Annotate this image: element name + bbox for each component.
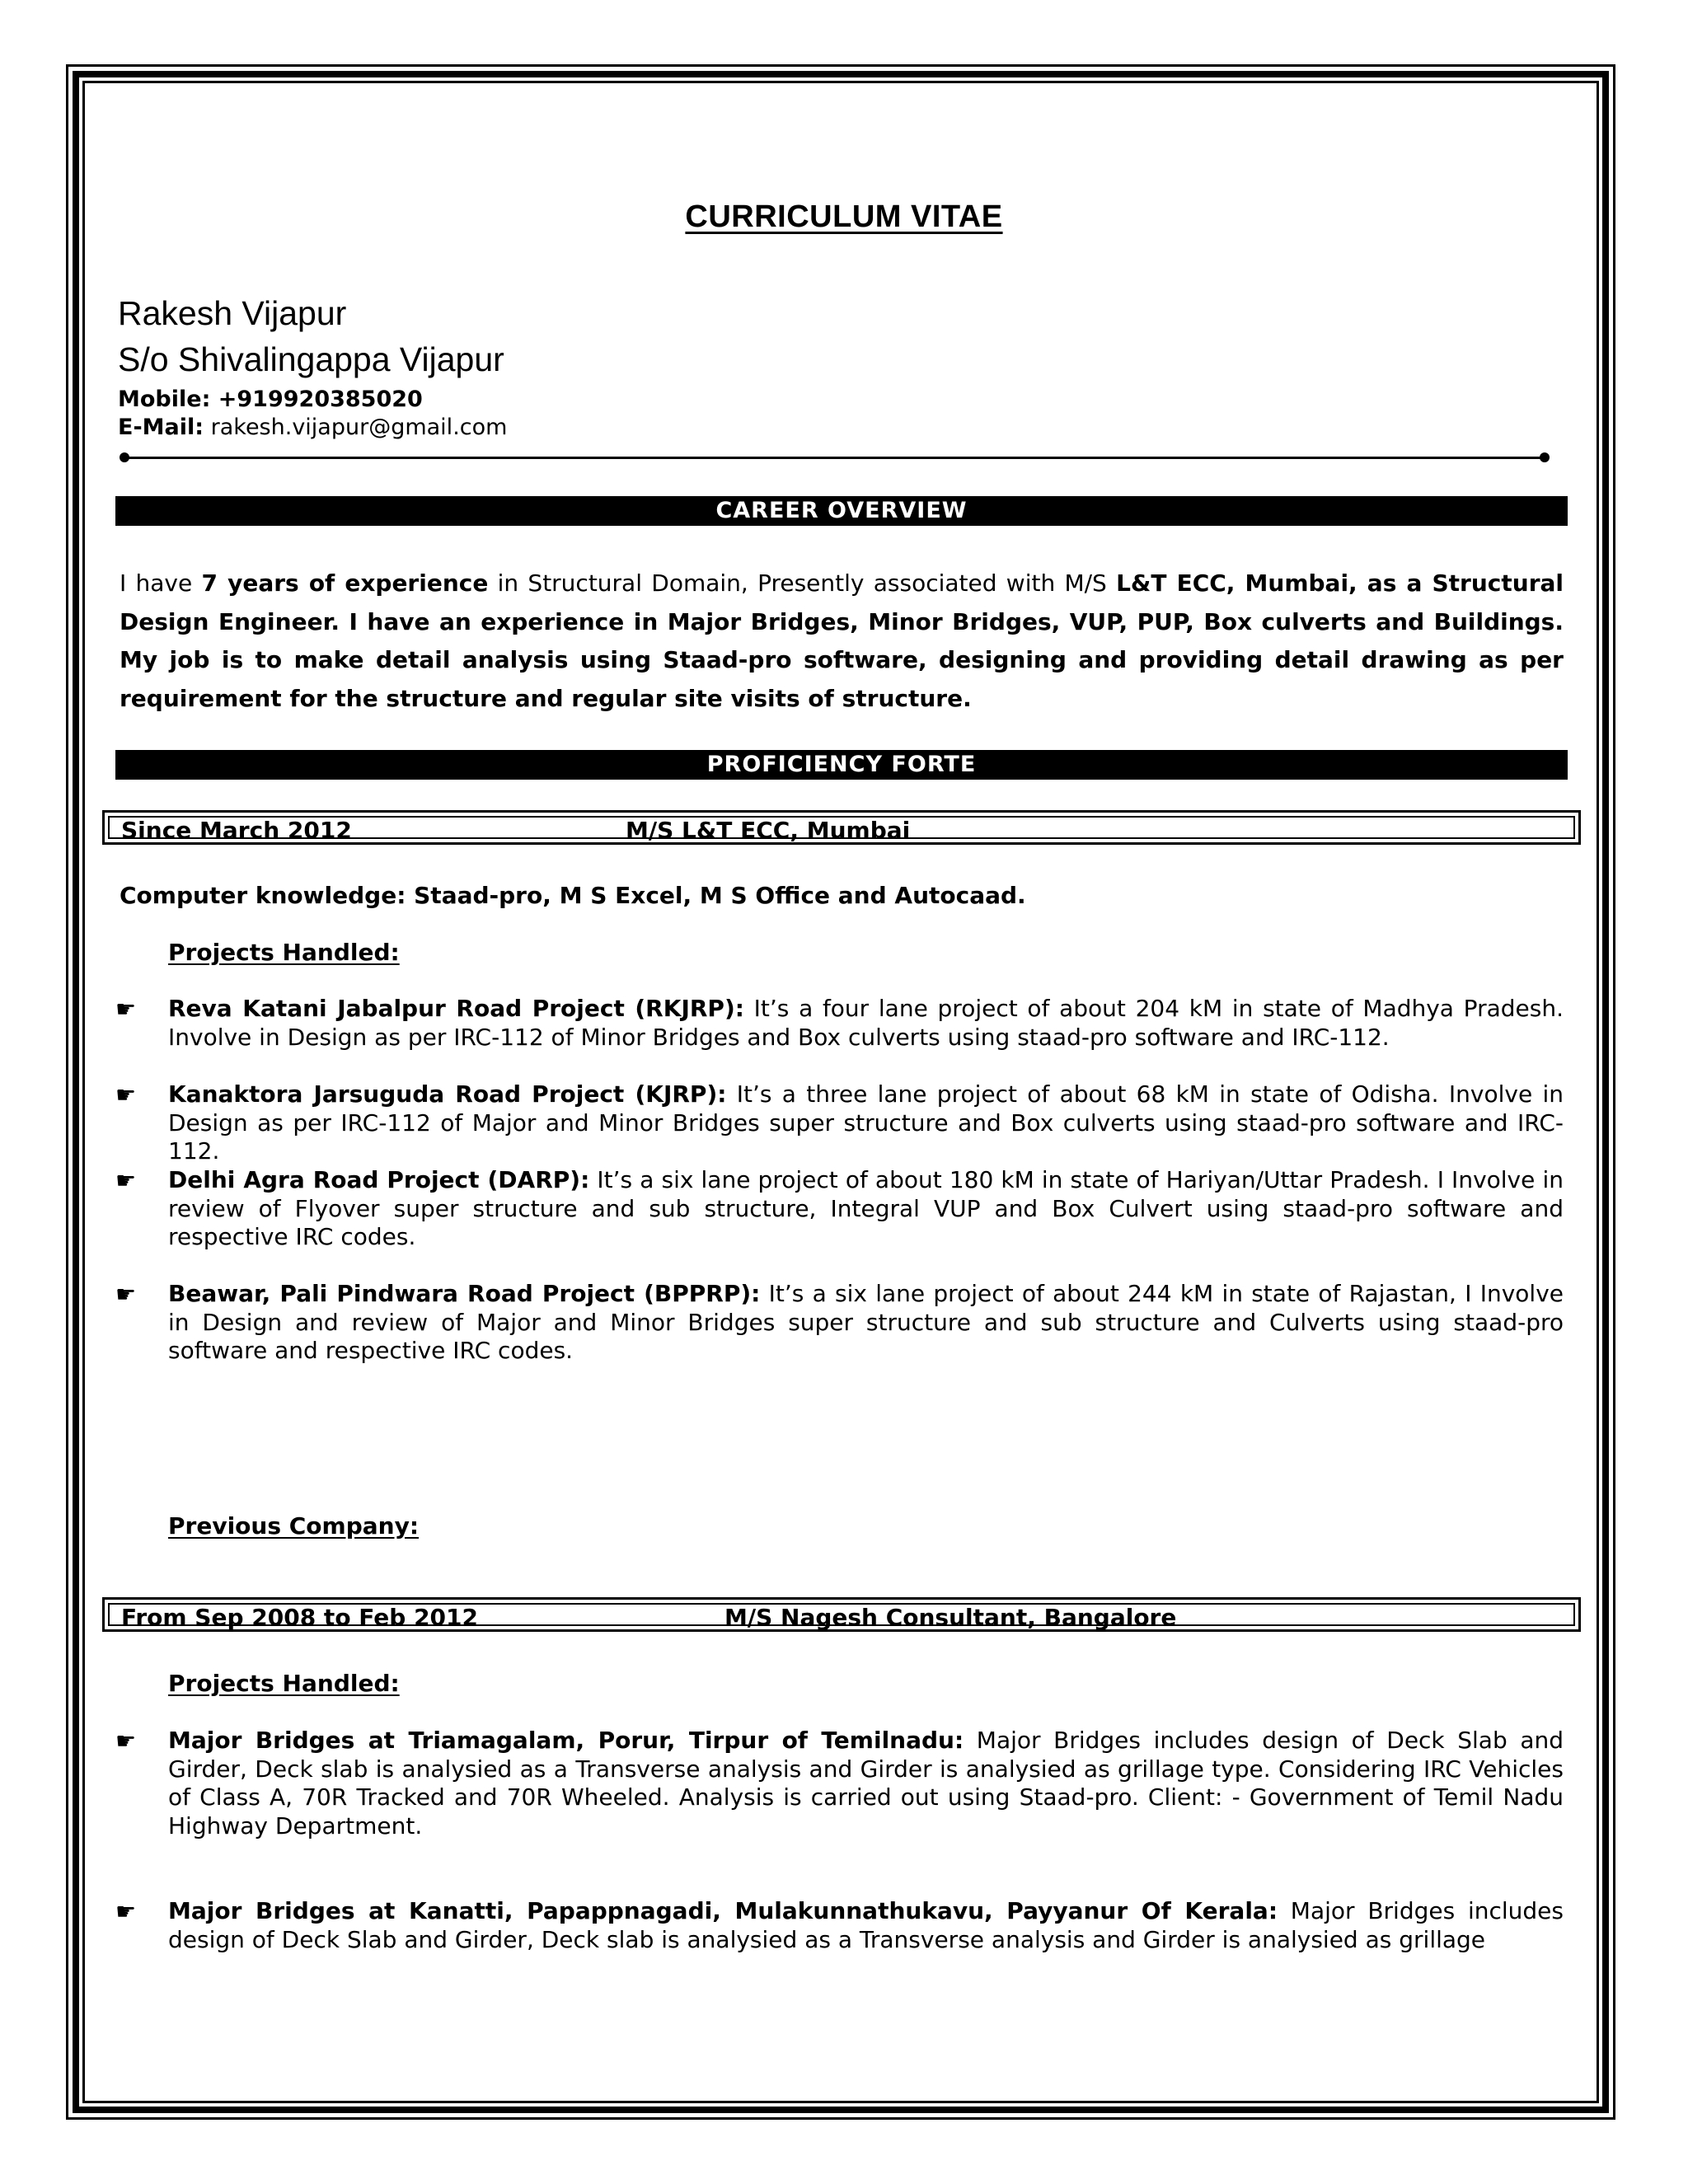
mobile-number: Mobile: +919920385020	[118, 387, 423, 412]
previous-projects-heading: Projects Handled:	[168, 1670, 400, 1697]
current-company: M/S L&T ECC, Mumbai	[626, 817, 911, 844]
hand-pointer-icon: ☛	[115, 1727, 137, 1755]
current-period: Since March 2012	[121, 817, 352, 844]
hand-pointer-icon: ☛	[115, 996, 137, 1023]
previous-employment-row	[102, 1597, 1581, 1632]
computer-knowledge: Computer knowledge: Staad-pro, M S Excel, M S Office and Autocaad.	[120, 882, 1026, 909]
project-item	[168, 1897, 1564, 1954]
project-description: It’s a four lane project of about 204 kM in state of Madhya Pradesh. Involve in Design as per IRC-112 of Minor Bridges and Box culverts using staad-pro software and IRC-112.	[168, 995, 1564, 1051]
projects-handled-heading: Projects Handled:	[168, 939, 400, 966]
previous-company-heading: Previous Company:	[168, 1512, 420, 1540]
project-item	[168, 1280, 1564, 1366]
current-employment-row	[102, 810, 1581, 845]
candidate-name: Rakesh Vijapur	[118, 294, 347, 332]
email-line	[118, 415, 507, 440]
project-description: Major Bridges includes design of Deck Slab and Girder, Deck slab is analysied as a Transverse analysis and Girder is analysied as grillage	[168, 1897, 1564, 1953]
overview-part-1: I have	[120, 569, 202, 597]
project-name: Reva Katani Jabalpur Road Project (RKJRP):	[168, 995, 744, 1022]
project-description: It’s a three lane project of about 68 kM in state of Odisha. Involve in Design as per IRC-112 of Major and Minor Bridges super structure and Box culverts using staad-pro software and IRC-112.	[168, 1080, 1564, 1165]
previous-company: M/S Nagesh Consultant, Bangalore	[724, 1604, 1177, 1631]
project-name: Kanaktora Jarsuguda Road Project (KJRP):	[168, 1080, 727, 1108]
project-description: Major Bridges includes design of Deck Slab and Girder, Deck slab is analysied as a Transverse analysis and Girder is analysied as grillage type. Considering IRC Vehicles of Class A, 70R Tracked and 70R Wheeled. Analysis is carried out using Staad-pro. Client: - Government of Temil Nadu Highway Department.	[168, 1727, 1564, 1840]
previous-period: From Sep 2008 to Feb 2012	[121, 1604, 479, 1631]
project-name: Major Bridges at Kanatti, Papappnagadi, Mulakunnathukavu, Payyanur Of Kerala:	[168, 1897, 1278, 1924]
overview-part-3: in Structural Domain, Presently associated with M/S	[488, 569, 1117, 597]
rule-right-dot	[1540, 452, 1550, 462]
header-divider	[124, 457, 1545, 459]
hand-pointer-icon: ☛	[115, 1081, 137, 1108]
overview-part-2: 7 years of experience	[201, 569, 489, 597]
proficiency-forte-heading: PROFICIENCY FORTE	[115, 750, 1568, 780]
project-item	[168, 1080, 1564, 1166]
hand-pointer-icon: ☛	[115, 1281, 137, 1308]
project-description: It’s a six lane project of about 180 kM in state of Hariyan/Uttar Pradesh. I Involve in review of Flyover super structure and sub structure, Integral VUP and Box Culvert using staad-pro software and respective IRC codes.	[168, 1166, 1564, 1250]
project-name: Beawar, Pali Pindwara Road Project (BPPRP):	[168, 1280, 761, 1307]
overview-part-4: L&T ECC, Mumbai, as a Structural Design Engineer. I have an experience in Major Bridges, Minor Bridges, VUP, PUP, Box culverts and Buildings. My job is to make detail analysis using Staad-pro software, designing and providing detail drawing as per requirement for the structure and regular site visits of structure.	[120, 569, 1564, 712]
hand-pointer-icon: ☛	[115, 1167, 137, 1194]
project-name: Major Bridges at Triamagalam, Porur, Tirpur of Temilnadu:	[168, 1727, 964, 1754]
project-description: It’s a six lane project of about 244 kM in state of Rajastan, I Involve in Design and review of Major and Minor Bridges super structure and sub structure and Culverts using staad-pro software and respective IRC codes.	[168, 1280, 1564, 1364]
project-item	[168, 1166, 1564, 1252]
email-label: E-Mail:	[118, 415, 204, 440]
hand-pointer-icon: ☛	[115, 1898, 137, 1925]
project-name: Delhi Agra Road Project (DARP):	[168, 1166, 590, 1193]
project-item	[168, 1727, 1564, 1840]
email-address: rakesh.vijapur@gmail.com	[204, 415, 508, 440]
career-overview-heading: CAREER OVERVIEW	[115, 496, 1568, 526]
document-title: CURRICULUM VITAE	[685, 199, 1003, 234]
career-overview-text	[120, 565, 1564, 718]
father-name: S/o Shivalingappa Vijapur	[118, 340, 504, 378]
project-item	[168, 995, 1564, 1052]
